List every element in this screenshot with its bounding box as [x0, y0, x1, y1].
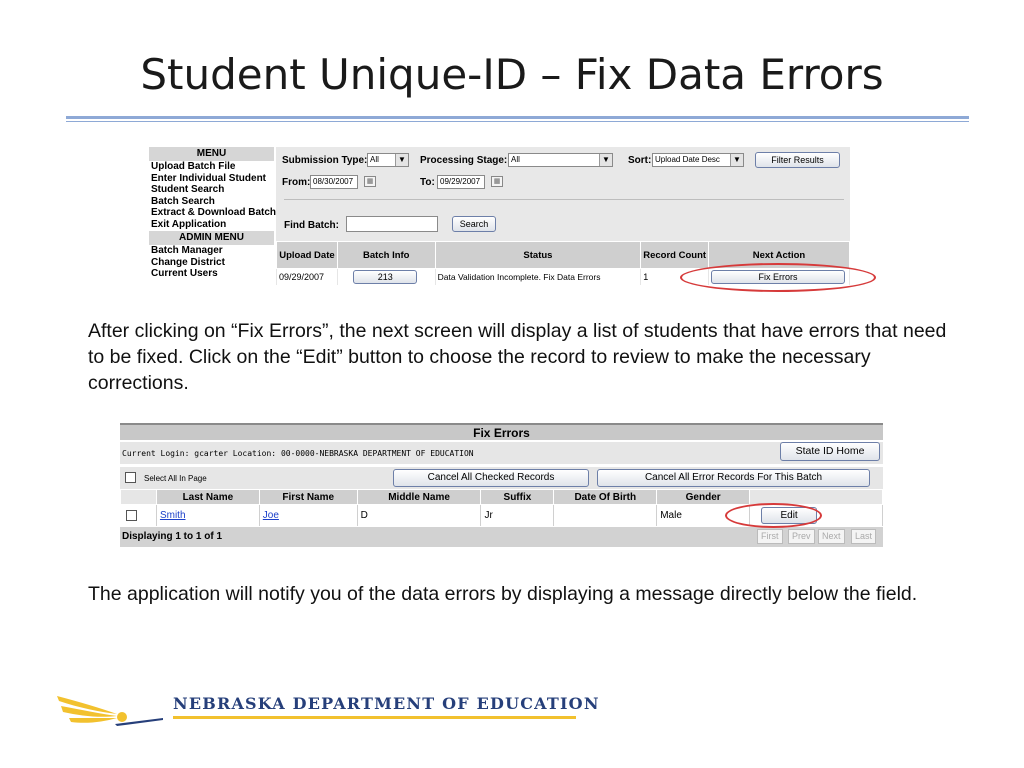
to-date-input[interactable]: 09/29/2007 [437, 175, 485, 189]
chevron-down-icon: ▼ [730, 154, 743, 166]
column-header-batch-info: Batch Info [337, 242, 435, 269]
logo-underline [173, 716, 576, 719]
date-of-birth-cell [554, 505, 657, 526]
chevron-down-icon: ▼ [599, 154, 612, 166]
column-header-record-count: Record Count [641, 242, 709, 269]
column-header-last-name: Last Name [156, 490, 259, 505]
column-header-first-name: First Name [259, 490, 357, 505]
search-button[interactable]: Search [452, 216, 496, 232]
menu-item-exit[interactable]: Exit Application [151, 218, 227, 230]
state-id-home-button[interactable]: State ID Home [780, 442, 880, 461]
menu-item-enter-student[interactable]: Enter Individual Student [151, 172, 267, 184]
column-header-gender: Gender [657, 490, 750, 505]
table-footer [120, 527, 883, 547]
sort-value: Upload Date Desc [655, 155, 720, 164]
pager-last[interactable]: Last [851, 529, 876, 544]
pager-next[interactable]: Next [818, 529, 845, 544]
processing-stage-value: All [511, 155, 520, 164]
menu-item-current-users[interactable]: Current Users [151, 268, 218, 279]
calendar-icon[interactable]: ▦ [364, 176, 376, 187]
upload-date-cell: 09/29/2007 [277, 269, 338, 286]
menu-item-batch-search[interactable]: Batch Search [151, 195, 215, 207]
cancel-checked-records-button[interactable]: Cancel All Checked Records [393, 469, 589, 487]
column-header-next-action: Next Action [709, 242, 850, 269]
menu-item-change-district[interactable]: Change District [151, 256, 225, 268]
instruction-paragraph: After clicking on “Fix Errors”, the next screen will display a list of students that have errors that need to be fixed. Click on the “Edit” button to choose the record to review to make the necessary corrections. [88, 320, 947, 394]
chevron-down-icon: ▼ [395, 154, 408, 166]
slide-title: Student Unique-ID – Fix Data Errors [140, 50, 884, 99]
first-name-link[interactable]: Joe [262, 509, 279, 521]
login-bar [120, 442, 883, 464]
notification-paragraph: The application will notify you of the data errors by displaying a message directly below the field. [88, 583, 918, 605]
menu-header: MENU [149, 147, 274, 161]
sort-select[interactable] [652, 153, 744, 167]
highlight-oval [725, 503, 822, 528]
processing-stage-select[interactable] [508, 153, 613, 167]
from-label: From: [282, 177, 311, 188]
column-header-date-of-birth: Date Of Birth [554, 490, 657, 505]
select-all-checkbox[interactable] [125, 472, 136, 483]
batch-info-button[interactable]: 213 [353, 270, 417, 284]
record-count-text: Displaying 1 to 1 of 1 [122, 531, 223, 542]
fix-errors-button[interactable]: Fix Errors [711, 270, 845, 284]
column-header-suffix: Suffix [481, 490, 554, 505]
middle-name-cell: D [357, 505, 481, 526]
status-cell: Data Validation Incomplete. Fix Data Errors [435, 269, 641, 286]
filter-results-button[interactable]: Filter Results [755, 152, 840, 168]
highlight-oval [680, 263, 876, 292]
menu-item-batch-manager[interactable]: Batch Manager [151, 245, 223, 256]
column-header-select [121, 490, 157, 505]
suffix-cell: Jr [481, 505, 554, 526]
submission-type-label: Submission Type: [282, 155, 368, 166]
current-login-text: Current Login: gcarter Location: 00-0000-NEBRASKA DEPARTMENT OF EDUCATION [122, 449, 474, 458]
sort-label: Sort: [628, 155, 652, 166]
pager-first[interactable]: First [757, 529, 783, 544]
last-name-cell [156, 505, 259, 526]
title-divider-thin [66, 121, 969, 122]
find-batch-input[interactable] [346, 216, 438, 232]
submission-type-select[interactable] [367, 153, 409, 167]
column-header-upload-date: Upload Date [277, 242, 338, 269]
nde-logo-icon [55, 688, 165, 730]
menu-item-upload-batch[interactable]: Upload Batch File [151, 161, 236, 172]
from-date-input[interactable]: 08/30/2007 [310, 175, 358, 189]
record-count-cell: 1 [641, 269, 709, 286]
filter-panel [276, 147, 850, 241]
pager-prev[interactable]: Prev [788, 529, 815, 544]
row-checkbox[interactable] [126, 510, 137, 521]
submission-type-value: All [370, 155, 379, 164]
column-header-status: Status [435, 242, 641, 269]
processing-stage-label: Processing Stage: [420, 155, 508, 166]
column-header-middle-name: Middle Name [357, 490, 481, 505]
gender-cell: Male [657, 505, 750, 526]
edit-button[interactable]: Edit [761, 507, 817, 524]
cancel-all-error-records-button[interactable]: Cancel All Error Records For This Batch [597, 469, 870, 487]
panel-divider [284, 199, 844, 200]
side-menu [149, 147, 277, 285]
last-name-link[interactable]: Smith [159, 509, 186, 521]
row-select-cell [121, 505, 157, 526]
select-all-label: Select All In Page [144, 474, 207, 483]
batch-info-cell [337, 269, 435, 286]
action-bar [120, 467, 883, 489]
first-name-cell [259, 505, 357, 526]
to-label: To: [420, 177, 435, 188]
nde-logo-text: NEBRASKA DEPARTMENT OF EDUCATION [173, 694, 600, 713]
menu-item-student-search[interactable]: Student Search [151, 184, 225, 195]
title-divider [66, 116, 969, 119]
admin-menu-header: ADMIN MENU [149, 231, 274, 245]
fix-errors-title: Fix Errors [120, 423, 883, 440]
calendar-icon[interactable]: ▦ [491, 176, 503, 187]
find-batch-label: Find Batch: [284, 220, 339, 231]
menu-item-extract-download[interactable]: Extract & Download Batch [151, 207, 277, 218]
